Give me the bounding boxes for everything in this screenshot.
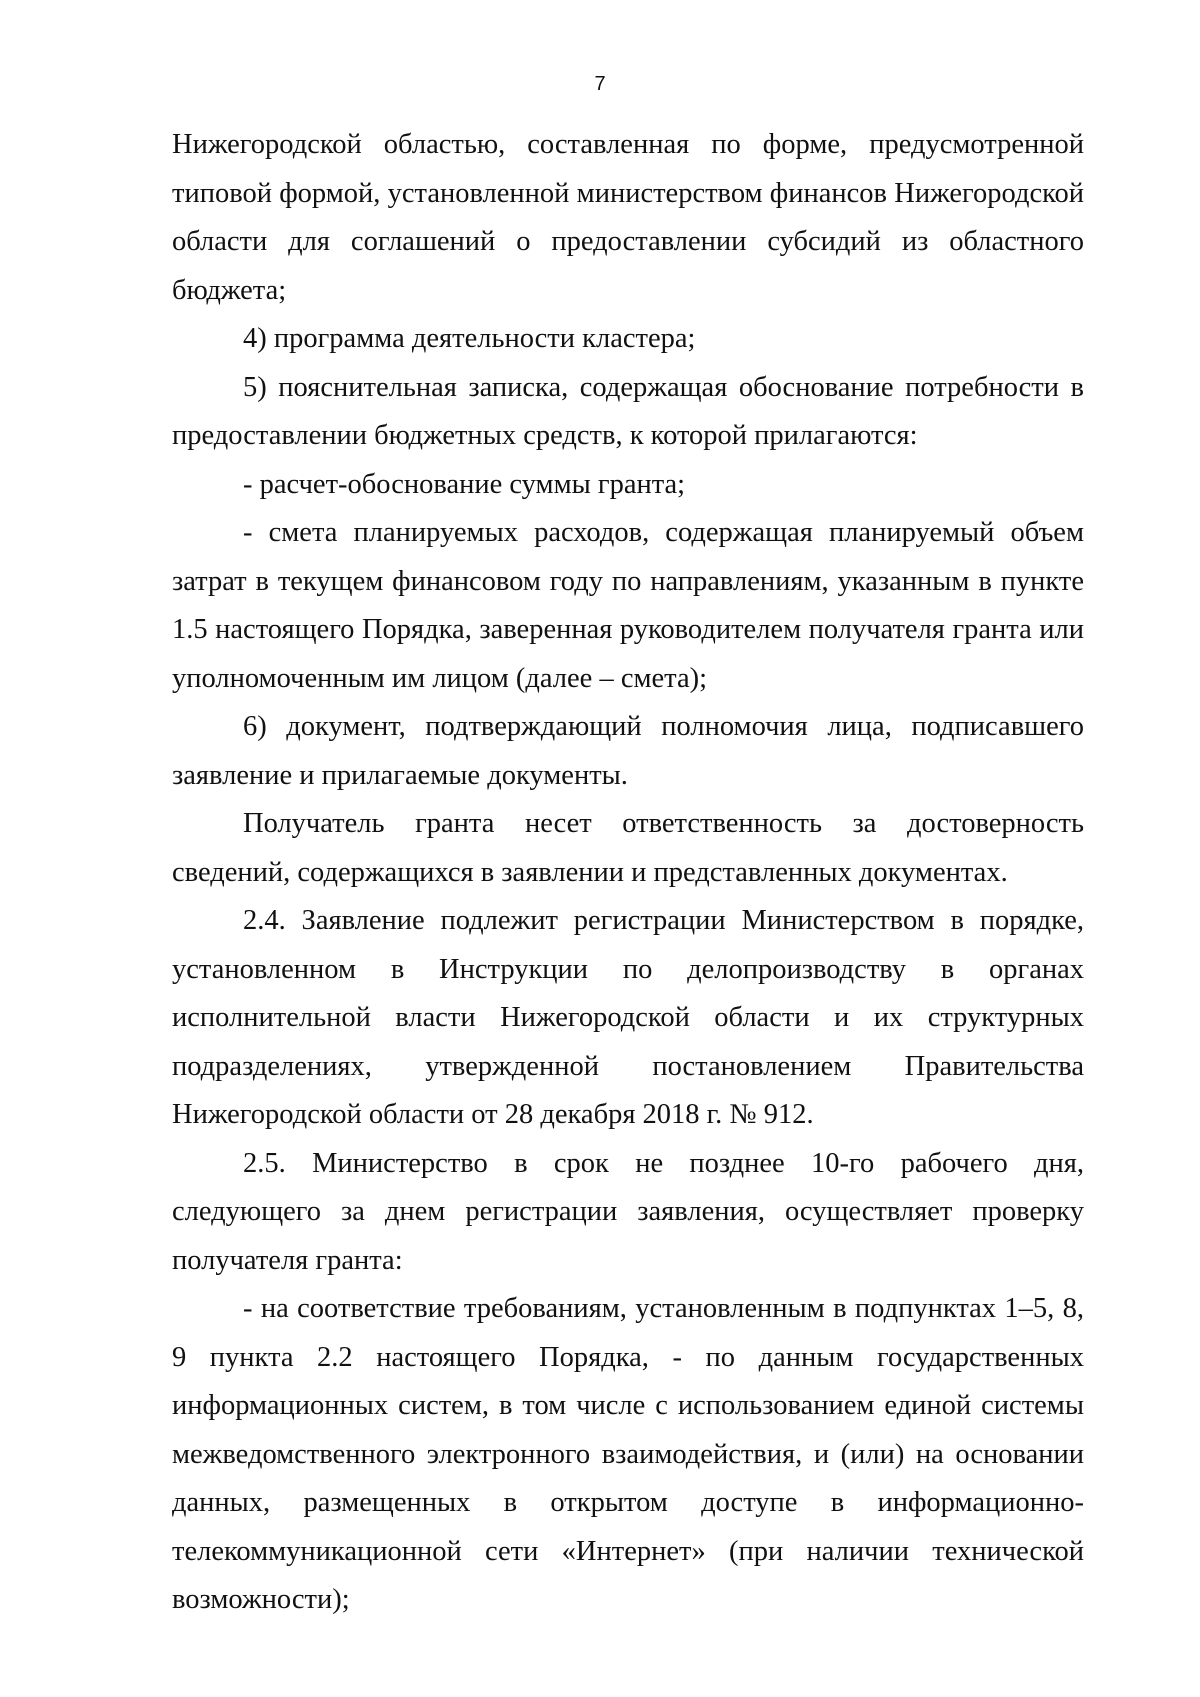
paragraph-item-5: 5) пояснительная записка, содержащая обоснование потребности в предоставлении бюджетных средств, к которой прилагаются: (172, 371, 1084, 451)
page-number: 7 (594, 73, 606, 95)
paragraph-grant-calculation: - расчет-обоснование суммы гранта; (243, 468, 686, 500)
paragraph-item-6: 6) документ, подтверждающий полномочия лица, подписавшего заявление и прилагаемые документы. (172, 711, 1084, 791)
paragraph-responsibility: Получатель гранта несет ответственность за достоверность сведений, содержащихся в заявлении и представленных документах. (172, 808, 1084, 888)
document-body (172, 121, 1084, 1625)
paragraph-section-2-4: 2.4. Заявление подлежит регистрации Министерством в порядке, установленном в Инструкции по делопроизводству в органах исполнительной власти Нижегородской области и их структурных подразделениях, утвержденной постановлением Правительства Нижегородской области от 28 декабря 2018 г. № 912. (172, 905, 1084, 1130)
paragraph-compliance-check: - на соответствие требованиям, установленным в подпунктах 1–5, 8, 9 пункта 2.2 настоящего Порядка, - по данным государственных информационных систем, в том числе с использованием единой системы межведомственного электронного взаимодействия, и (или) на основании данных, размещенных в открытом доступе в информационно-телекоммуникационной сети «Интернет» (при наличии технической возможности); (172, 1293, 1084, 1615)
paragraph-section-2-5: 2.5. Министерство в срок не позднее 10-го рабочего дня, следующего за днем регистрации заявления, осуществляет проверку получателя гранта: (172, 1147, 1084, 1276)
paragraph-expense-estimate: - смета планируемых расходов, содержащая планируемый объем затрат в текущем финансовом году по направлениям, указанным в пункте 1.5 настоящего Порядка, заверенная руководителем получателя гранта или уполномоченным им лицом (далее – смета); (172, 517, 1084, 694)
paragraph-item-4: 4) программа деятельности кластера; (243, 323, 696, 354)
paragraph-continuation: Нижегородской областью, составленная по форме, предусмотренной типовой формой, установленной министерством финансов Нижегородской области для соглашений о предоставлении субсидий из областного бюджета; (172, 129, 1084, 306)
